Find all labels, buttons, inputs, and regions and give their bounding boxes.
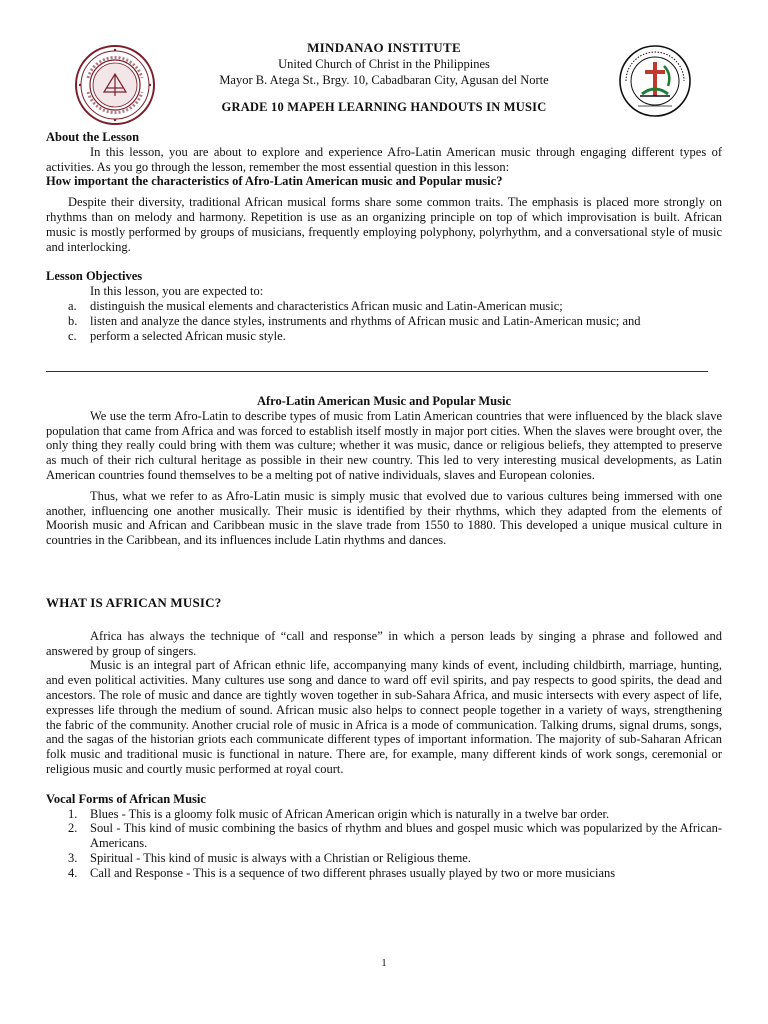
church-affiliation: United Church of Christ in the Philippines: [278, 57, 490, 71]
vocal-forms-heading: Vocal Forms of African Music: [46, 791, 206, 806]
african-music-paragraph-2: Music is an integral part of African ethnic life, accompanying many kinds of event, including childbirth, marriage, hunting, and even political activities. Many cultures use song and dance to ward off evil spirits, and pay respects to good spirits, the dead and ancestors. The role of music and dance are tightly woven together in sub-Sahara Africa, and music intersects with every aspect of life, expresses life through the medium of sound. African music also helps to connect people together in a variety of ways, strengthening the fabric of the community. Another crucial role of music in Africa is a mode of communication. Talking drums, signal drums, songs, and the sagas of the historian griots each communicate different types of important information. The majority of sub-Saharan African folk music and traditional music is functional in nature. There are, for example, many different kinds of work songs, ceremonial or religious music and courtly music performed at royal court.: [46, 658, 722, 776]
institution-address: Mayor B. Atega St., Brgy. 10, Cabadbaran City, Agusan del Norte: [219, 73, 549, 87]
institution-name: MINDANAO INSTITUTE: [307, 40, 461, 55]
section-divider: [46, 371, 708, 372]
about-paragraph: Despite their diversity, traditional African musical forms share some common traits. The emphasis is placed more strongly on rhythms than on melody and harmony. Repetition is use as an organizing principle on top of which improvisation is built. African music is mostly performed by groups of musicians, frequently employing polyphony, polyrhythm, and a conversational style of music and interlocking.: [46, 195, 722, 254]
vocal-forms-list: [46, 807, 722, 881]
list-item: c. perform a selected African music style.: [68, 328, 286, 343]
afro-latin-paragraph-2: Thus, what we refer to as Afro-Latin music is simply music that evolved due to various cultures being immersed with one another, influencing one another musically. Their music is identified by their rhythms, which they adapted from the elements of Moorish music and African and Caribbean music in the slave trade from 1550 to 1880. This developed a unique musical culture in countries in the Caribbean, and its influences include Latin rhythms and dances.: [46, 488, 722, 548]
afro-latin-paragraph-1: We use the term Afro-Latin to describe types of music from Latin American countries that were influenced by the black slave population that came from Africa and was forced to establish itself mostly in major port cities. When the slaves were brought over, the only thing they really could bring with them was culture; whether it was music, dance or religious beliefs, they attempted to preserve as much of their rich cultural heritage as possible in their new country. This led to very interesting musical developments, as Latin American countries found themselves to be a melting pot of native individuals, slaves and European colonies.: [46, 408, 722, 482]
african-music-section: [46, 596, 722, 881]
african-music-paragraph-1: Africa has always the technique of “call and response” in which a person leads by singing a phrase and followed and answered by group of singers.: [46, 628, 722, 658]
document-header: [0, 40, 768, 88]
page-number: 1: [381, 957, 387, 969]
list-item: 2. Soul - This kind of music combining the basics of rhythm and blues and gospel music which was popularized by the African-Americans.: [68, 821, 722, 851]
about-intro: In this lesson, you are about to explore and experience Afro-Latin American music through engaging different types of activities. As you go through the lesson, remember the most essential question in this lesson:: [46, 144, 722, 174]
objectives-intro: In this lesson, you are expected to:: [90, 284, 264, 299]
essential-question: How important the characteristics of Afro-Latin American music and Popular music?: [46, 174, 503, 189]
objectives-list: [46, 299, 722, 343]
afro-latin-section: [46, 394, 722, 548]
list-item: 3. Spiritual - This kind of music is always with a Christian or Religious theme.: [68, 850, 471, 865]
intro-section: [46, 130, 722, 343]
list-item: b. listen and analyze the dance styles, instruments and rhythms of African music and Latin-American music; and: [68, 313, 641, 328]
afro-latin-heading: Afro-Latin American Music and Popular Music: [256, 394, 512, 408]
objectives-heading: Lesson Objectives: [46, 269, 143, 284]
list-item: a. distinguish the musical elements and characteristics African music and Latin-American music;: [68, 298, 563, 313]
african-music-heading: WHAT IS AFRICAN MUSIC?: [46, 595, 222, 610]
list-item: 1. Blues - This is a gloomy folk music of African American origin which is naturally in a twelve bar order.: [68, 806, 610, 821]
list-item: 4. Call and Response - This is a sequence of two different phrases usually played by two or more musicians: [68, 865, 616, 880]
about-heading: About the Lesson: [46, 130, 140, 144]
document-title: GRADE 10 MAPEH LEARNING HANDOUTS IN MUSIC: [221, 100, 547, 114]
